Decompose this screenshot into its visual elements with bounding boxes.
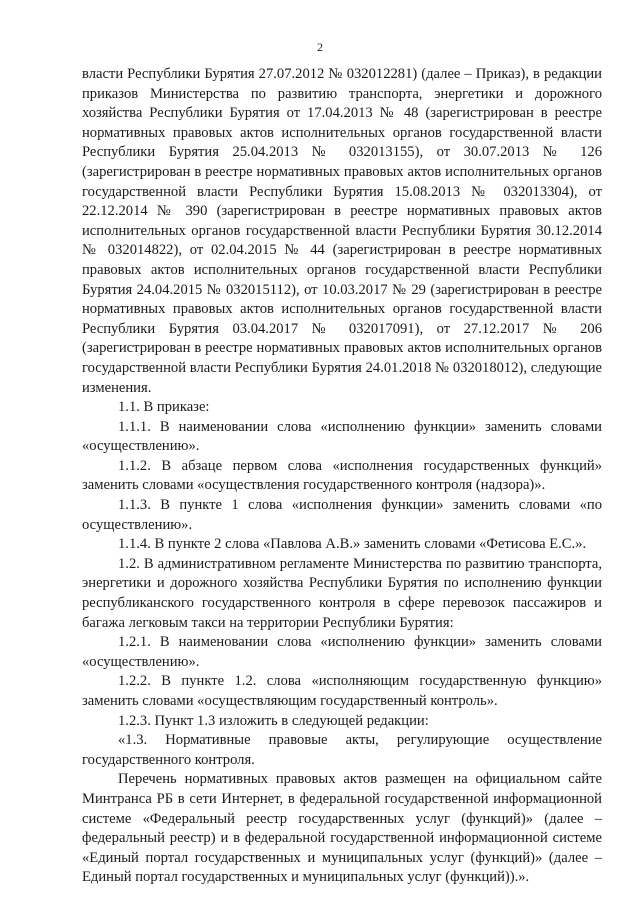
- paragraph-1-1-3: 1.1.3. В пункте 1 слова «исполнения функции» заменить словами «по осуществлению».: [82, 497, 602, 533]
- paragraph-1-2: 1.2. В административном регламенте Министерства по развитию транспорта, энергетики и дорожного хозяйства Республики Бурятия по исполнению функции республиканского государственного контроля в сфере перевозок пассажиров и багажа легковым такси на территории Республики Бурятия:: [82, 555, 602, 631]
- paragraph-1-2-2: 1.2.2. В пункте 1.2. слова «исполняющим государственную функцию» заменить словами «осуществляющим государственный контроль».: [82, 673, 602, 709]
- paragraph-1-1-4: 1.1.4. В пункте 2 слова «Павлова А.В.» заменить словами «Фетисова Е.С.».: [118, 536, 587, 553]
- paragraph-1-1-1: 1.1.1. В наименовании слова «исполнению функции» заменить словами «осуществлению».: [82, 418, 602, 455]
- paragraph-intro-continuation: власти Республики Бурятия 27.07.2012 № 032012281) (далее – Приказ), в редакции приказов Министерства по развитию транспорта, энергетики и дорожного хозяйства Республики Бурятия от 17.04.2013 № 48 (зарегистрирован в реестре нормативных правовых актов исполнительных органов государственной власти Республики Бурятия 25.04.2013 № 032013155), от 30.07.2013 № 126 (зарегистрирован в реестре нормативных правовых актов исполнительных органов государственной власти Республики Бурятия 15.08.2013 № 032013304), от 22.12.2014 № 390 (зарегистрирован в реестре нормативных правовых актов исполнительных органов государственной власти Республики Бурятия 30.12.2014 № 032014822), от 02.04.2015 № 44 (зарегистрирован в реестре нормативных правовых актов исполнительных органов государственной власти Республики Бурятия 24.04.2015 № 032015112), от 10.03.2017 № 29 (зарегистрирован в реестре нормативных правовых актов исполнительных органов государственной власти Республики Бурятия 03.04.2017 № 032017091), от 27.12.2017 № 206 (зарегистрирован в реестре нормативных правовых актов исполнительных органов государственной власти Республики Бурятия 24.01.2018 № 032018012), следующие изменения.: [82, 66, 602, 396]
- document-body: [82, 65, 602, 888]
- paragraph-1-1-2: 1.1.2. В абзаце первом слова «исполнения государственных функций» заменить словами «осуществления государственного контроля (надзора)».: [82, 457, 602, 494]
- paragraph-1-1: 1.1. В приказе:: [118, 399, 210, 416]
- paragraph-list-of-acts: Перечень нормативных правовых актов размещен на официальном сайте Минтранса РБ в сети Интернет, в федеральной государственной информационной системе «Федеральный реестр государственных услуг (функций)» (далее – федеральный реестр) и в федеральной государственной информационной системе «Единый портал государственных и муниципальных услуг (функций)» (далее – Единый портал государственных и муниципальных услуг (функций)).».: [82, 771, 602, 886]
- paragraph-1-2-3: 1.2.3. Пункт 1.3 изложить в следующей редакции:: [118, 712, 429, 729]
- page-number: 2: [317, 40, 323, 54]
- paragraph-1-2-1: 1.2.1. В наименовании слова «исполнению функции» заменить словами «осуществлению».: [82, 634, 602, 670]
- paragraph-quote-1-3: «1.3. Нормативные правовые акты, регулирующие осуществление государственного контроля.: [82, 732, 602, 768]
